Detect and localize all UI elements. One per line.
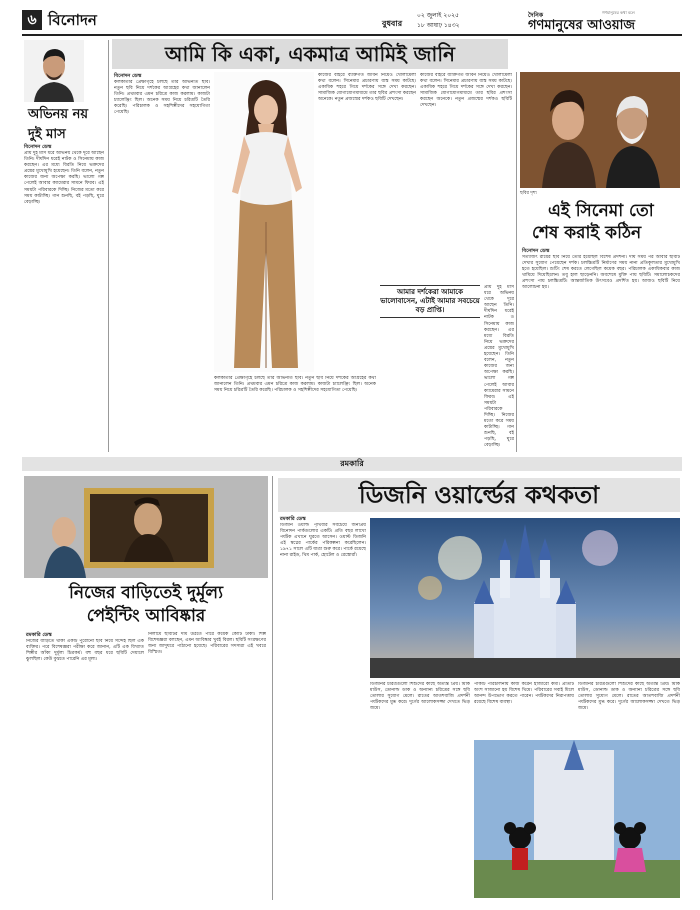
sidebar-byline: বিনোদন ডেস্ক [24,144,52,150]
date-bangla: ১৮ আষাঢ় ১৪৩২ [417,22,460,29]
story2-byline: বিনোদন ডেস্ক [522,248,550,254]
section-divider-label: রমকারি [340,459,364,468]
page-header [22,10,682,34]
story4-column-4: ডিজনির চরিত্রগুলো শিশুদের কাছে অত্যন্ত প্রিয়। মিকি মাউস, ডোনাল্ড ডাক ও অন্যান্য চরিত্রের সঙ্গে ছবি তোলার সুযোগ মেলে। রাতের আতশবাজি প্রদর্শনী পর্যটকদের মুগ্ধ করে। দুর্গের আলোকসজ্জা দেখতে ভিড় জমে। [578,682,680,712]
actor-portrait-photo [24,40,84,102]
story4-column-1: ডিজনি ওয়ার্ল্ড পৃথিবীর সবচেয়ে জনপ্রিয় বিনোদন পার্কগুলোর একটি। প্রতি বছর লাখো পর্যটক এখানে ঘুরতে আসেন। ওয়াল্ট ডিজনি এই স্বপ্নের পার্কের পরিকল্পনা করেছিলেন। ১৯৭১ সালে এটি যাত্রা শুরু করে। পার্কে রয়েছে নানা রাইড, থিম পার্ক, হোটেল ও রেস্তোরাঁ। [280,523,366,559]
page-number-badge: ৬ [22,10,42,30]
paper-tagline: গণমানুষের কথা বলে [602,10,635,15]
story2-body: সত্যজিৎ রায়ের ছবি নিয়ে তৈরি হয়েছিল বিশেষ প্রদর্শনী। দীর্ঘ সময় পর আবার ছবিটি দেখার সুযোগ পেয়েছেন দর্শক। চলচ্চিত্রটি নির্মাণের সময় নানা প্রতিকূলতার মুখোমুখি হতে হয়েছিল। শুটিং শেষ করতে লেগেছিল কয়েক বছর। পরিচালক একাধিকবার কাজ থামিয়ে দিয়েছিলেন। তবু হাল ছাড়েননি। অবশেষে মুক্তি পায় ছবিটি। সমালোচকদের প্রশংসা পায় চলচ্চিত্রটি। আন্তর্জাতিক উৎসবেও প্রদর্শিত হয়। আজও ছবিটি নিয়ে আলোচনা হয়। [522,255,680,291]
story2-headline-line2: শেষ করাই কঠিন [532,223,642,243]
story1-column-2: কাজের বাইরে ব্যক্তিগত জীবন নিয়েও খোলামেলা কথা বলেন। সিনেমার প্রচারণায় ব্যস্ত সময় কাটছে। একাধিক শহরে গিয়ে দর্শকের সঙ্গে দেখা করছেন। সামাজিক যোগাযোগমাধ্যমে তার ছবির প্রশংসা করছেন অনেকে। নতুন প্রজন্মের দর্শকও ছবিটি দেখছেন। [318,73,416,103]
film-still-photo [520,72,680,188]
story3-column-1: নিজের বাড়িতে থাকা একটি পুরোনো ছবি নিয়ে সন্দেহ ছিল এক ব্যক্তির। পরে বিশেষজ্ঞরা পরীক্ষা করে জানান, এটি এক বিখ্যাত শিল্পীর আঁকা দুর্মূল্য চিত্রকর্ম। বহু বছর ধরে ছবিটি দেয়ালে ঝুলছিল। কেউ বুঝতে পারেনি এর মূল্য। [26,639,144,663]
paper-prefix: দৈনিক [528,12,544,19]
sidebar-divider [108,40,109,452]
section-title: বিনোদন [48,11,97,29]
story4-headline: ডিজনি ওয়ার্ল্ডের কথকতা [358,481,600,509]
story1-column-4: কলকাতার প্রেক্ষাগৃহে চলছে তার অভিনীত ছবি। নতুন ছবি নিয়ে দর্শকের আগ্রহের কথা জানালেন তিনি। প্রথমবার এমন চরিত্রে কাজ করলাম। কাজটা চ্যালেঞ্জিং ছিল। অনেক সময় নিয়ে চরিত্রটি তৈরি করেছি। পরিচালক ও সহশিল্পীদের সহযোগিতা পেয়েছি। [214,376,376,394]
sidebar-title-top: অভিনয় নয় [28,107,89,122]
story1-right-divider [516,72,517,452]
story1-column-3: কাজের বাইরে ব্যক্তিগত জীবন নিয়েও খোলামেলা কথা বলেন। সিনেমার প্রচারণায় ব্যস্ত সময় কাটছে। একাধিক শহরে গিয়ে দর্শকের সঙ্গে দেখা করছেন। সামাজিক যোগাযোগমাধ্যমে তার ছবির প্রশংসা করছেন অনেকে। নতুন প্রজন্মের দর্শকও ছবিটি দেখছেন। [420,73,512,109]
film-still-caption: ছবির দৃশ্য [520,191,537,196]
actress-photo [214,72,314,372]
story4-byline: রমকারি ডেস্ক [280,516,306,522]
story1-headline: আমি কি একা, একমাত্র আমিই জানি [164,42,455,66]
castle-photo [370,518,680,678]
story3-byline: রমকারি ডেস্ক [26,632,52,638]
paper-name-logo: গণমানুষের আওয়াজ [528,18,635,33]
painting-photo [24,476,268,578]
weekday: বুধবার [382,19,403,28]
story3-headline-line2: পেইন্টিং আবিষ্কার [86,606,206,626]
story2-headline-line1: এই সিনেমা তো [548,201,654,221]
story1-pull-quote: আমার দর্শকেরা আমাকে ভালোবাসেন, এটাই আমার সবচেয়ে বড় প্রাপ্তি। [380,285,480,318]
story3-divider [272,476,273,900]
header-rule [22,34,682,36]
story3-column-2: নিলামে ছবিটির দাম উঠতে পারে কয়েক কোটি টাকা। শিল্প বিশেষজ্ঞরা বলছেন, এমন আবিষ্কার খুবই বিরল। ছবিটি সংরক্ষণের জন্য জাদুঘরে পাঠানো হয়েছে। পরিবারের সদস্যরা এই খবরে বিস্মিত। [148,632,266,656]
story3-headline-line1: নিজের বাড়িতেই দুর্মূল্য [68,583,224,603]
story1-column-1: কলকাতার প্রেক্ষাগৃহে চলছে তার অভিনীত ছবি। নতুন ছবি নিয়ে দর্শকের আগ্রহের কথা জানালেন তিনি। প্রথমবার এমন চরিত্রে কাজ করলাম। কাজটা চ্যালেঞ্জিং ছিল। অনেক সময় নিয়ে চরিত্রটি তৈরি করেছি। পরিচালক ও সহশিল্পীদের সহযোগিতা পেয়েছি। [114,80,210,116]
story1-column-5: প্রায় দুই মাস ধরে অভিনয় থেকে দূরে আছেন তিনি। দীর্ঘদিন ধরেই নাটক ও সিনেমায় কাজ করছেন। এর মধ্যে বিরতি নিয়ে ভক্তদের প্রশ্নের মুখোমুখি হয়েছেন। তিনি বলেন, নতুন কাজের জন্য অপেক্ষা করছি। ভালো গল্প পেলেই আবার ক্যামেরার সামনে ফিরব। এই সময়টা পরিবারকে দিচ্ছি। নিজের মতো করে সময় কাটাচ্ছি। গান শুনছি, বই পড়ছি, ঘুরে বেড়াচ্ছি। [484,285,514,449]
sidebar-title-bottom: দুই মাস [28,127,66,142]
characters-photo [474,740,680,898]
story4-column-2: ডিজনির চরিত্রগুলো শিশুদের কাছে অত্যন্ত প্রিয়। মিকি মাউস, ডোনাল্ড ডাক ও অন্যান্য চরিত্রের সঙ্গে ছবি তোলার সুযোগ মেলে। রাতের আতশবাজি প্রদর্শনী পর্যটকদের মুগ্ধ করে। দুর্গের আলোকসজ্জা দেখতে ভিড় জমে। [370,682,470,712]
sidebar-body: প্রায় দুই মাস ধরে অভিনয় থেকে দূরে আছেন তিনি। দীর্ঘদিন ধরেই নাটক ও সিনেমায় কাজ করছেন। এর মধ্যে বিরতি নিয়ে ভক্তদের প্রশ্নের মুখোমুখি হয়েছেন। তিনি বলেন, নতুন কাজের জন্য অপেক্ষা করছি। ভালো গল্প পেলেই আবার ক্যামেরার সামনে ফিরব। এই সময়টা পরিবারকে দিচ্ছি। নিজের মতো করে সময় কাটাচ্ছি। গান শুনছি, বই পড়ছি, ঘুরে বেড়াচ্ছি। [24,151,104,205]
story1-byline: বিনোদন ডেস্ক [114,73,142,79]
story4-column-3: পার্কটি পরিচালনায় কাজ করেন হাজারো কর্মী। প্রতিটি অংশ সাজানো হয় বিশেষ থিমে। পরিবারের সবাই মিলে আনন্দ উপভোগ করতে পারেন। পর্যটকদের নিরাপত্তায় রয়েছে বিশেষ ব্যবস্থা। [474,682,574,706]
date-english: ০২ জুলাই ২০২৫ [417,12,459,19]
